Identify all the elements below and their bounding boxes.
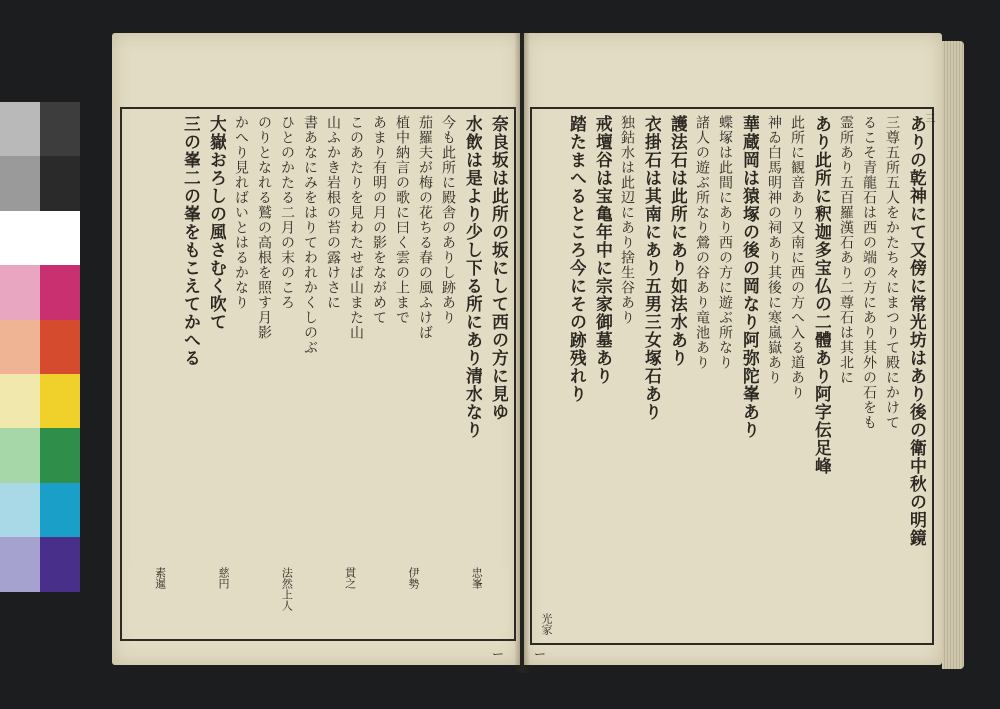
right-page-text-column: ありの乾神にて又傍に常光坊はあり後の衛中秋の明鏡 [906, 115, 926, 547]
poet-signatures [128, 567, 508, 631]
page-edges [942, 41, 964, 669]
right-page-foot-mark: ー [534, 647, 547, 661]
left-page-text-column: のりとなれる鷲の高根を照す月影 [256, 115, 272, 340]
right-page-text-column: 三尊五所五人をかたち々にまつりて殿にかけて [884, 115, 900, 430]
poet-signature: 忠峯 [470, 567, 484, 589]
color-swatch [0, 156, 40, 210]
right-page-text-column: 護法石は此所にあり如法水あり [667, 115, 687, 367]
color-swatch [40, 211, 80, 265]
right-page-text-column: 蝶塚は此間にあり西の方に遊ぶ所なり [717, 115, 733, 370]
color-swatch [0, 320, 40, 374]
right-page-text-column: 此所に観音あり又南に西の方へ入る道あり [789, 115, 805, 400]
left-page-text-column: 植中納言の歌に曰く雲の上まで [394, 115, 410, 325]
left-page-text-column: 三の峯二の峯をもこえてかへる [180, 115, 200, 367]
right-page-text-column: 踏たまへるところ今にその跡残れり [566, 115, 586, 403]
book-gutter [514, 33, 530, 673]
left-page-text-column: 茄羅夫が梅の花ちる春の風ふけば [417, 115, 433, 340]
right-page-text-column: 戒壇谷は宝亀年中に宗家御墓あり [592, 115, 612, 385]
color-swatch [0, 102, 40, 156]
right-page [524, 33, 942, 665]
left-page-text-column: このあたりを見わたせば山また山 [348, 115, 364, 340]
color-swatch [40, 156, 80, 210]
left-page-text-column: ひとのかたる二月の末のころ [279, 115, 295, 310]
left-page-text-column: 今も此所に殿舎のありし跡あり [440, 115, 456, 325]
color-swatch [0, 428, 40, 482]
color-swatch [0, 265, 40, 319]
right-page-text-column: 独鈷水は此辺にあり捨生谷あり [619, 115, 635, 325]
color-swatch [0, 211, 40, 265]
right-page-text-column: 霊所あり五百羅漢石あり二尊石は其北に [838, 115, 854, 385]
left-page-text-column: 水飲は是より少し下る所にあり清水なり [462, 115, 482, 439]
right-page-text-column: 諸人の遊ぶ所なり鶯の谷あり竜池あり [694, 115, 710, 370]
left-page-text-column: 奈良坂は此所の坂にして西の方に見ゆ [488, 115, 508, 421]
left-page-text-column: かへり見ればいとはるかなり [233, 115, 249, 310]
color-swatch [0, 483, 40, 537]
left-page-foot-mark: ー [492, 647, 505, 661]
left-page [112, 33, 520, 665]
color-swatch [40, 320, 80, 374]
left-page-text-column: 書あなにみをはりてわれかくしのぶ [302, 115, 318, 355]
color-swatch [40, 265, 80, 319]
color-swatch [40, 483, 80, 537]
color-swatch [40, 428, 80, 482]
color-swatch [0, 537, 40, 591]
left-page-text [128, 115, 508, 633]
poet-signature: 素暹 [153, 567, 167, 589]
right-page-text-column: 衣掛石は其南にあり五男三女塚石あり [641, 115, 661, 421]
color-swatch [40, 374, 80, 428]
left-page-frame [120, 107, 516, 641]
color-swatch [0, 374, 40, 428]
page-number: 三 [923, 113, 934, 123]
left-page-text-column: あまり有明の月の影をながめて [371, 115, 387, 325]
right-page-text-column: るこそ青龍石は西の端の方にあり其外の石をも [861, 115, 877, 430]
right-page-text-column: 華蔵岡は猿塚の後の岡なり阿弥陀峯あり [739, 115, 759, 439]
poet-signature: 慈円 [216, 567, 230, 589]
poet-signature: 貫之 [343, 567, 357, 589]
right-page-text-column: 神ゐ白馬明神の祠あり其後に寒嵐嶽あり [766, 115, 782, 385]
right-page-text [538, 115, 926, 637]
color-swatch [40, 102, 80, 156]
right-page-frame [530, 107, 934, 645]
left-page-text-column: 大嶽おろしの風さむく吹て [206, 115, 226, 331]
right-page-text-column: あり此所に釈迦多宝仏の二體あり阿字伝足峰 [811, 115, 831, 475]
poet-signature: 伊勢 [406, 567, 420, 589]
color-swatch [40, 537, 80, 591]
poet-signature: 法然上人 [280, 567, 294, 611]
left-page-text-column: 山ふかき岩根の苔の露けさに [325, 115, 341, 310]
right-page-seal: 光家 [540, 613, 553, 635]
color-calibration-chart [0, 102, 80, 592]
open-book [112, 33, 962, 673]
